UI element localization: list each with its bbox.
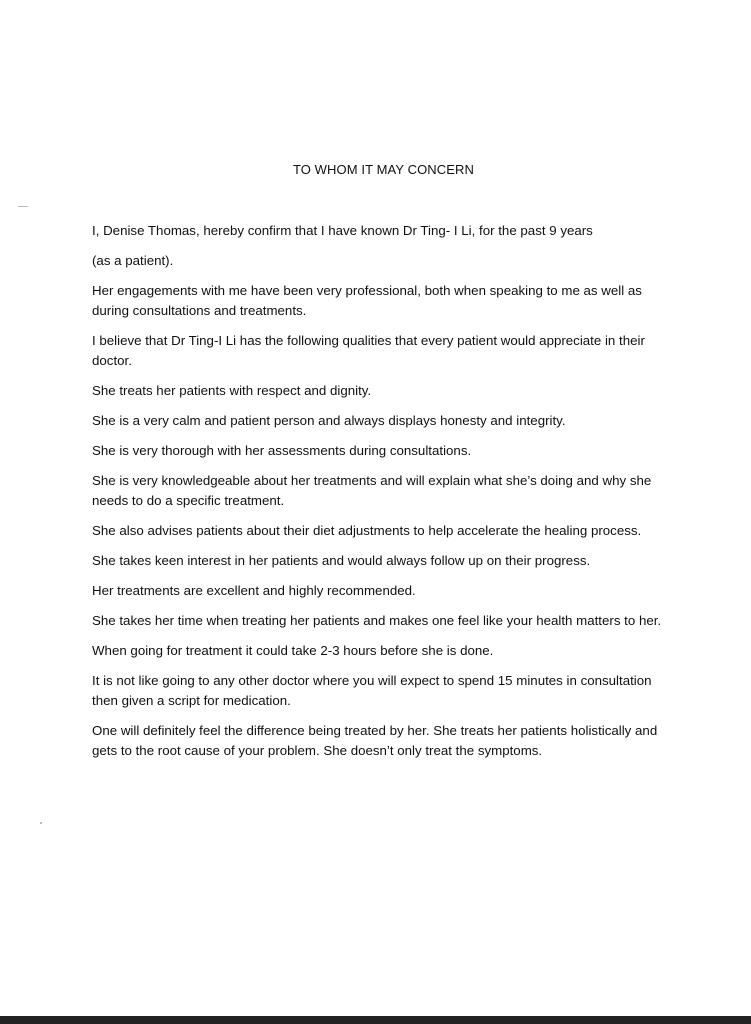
paragraph: (as a patient). bbox=[92, 253, 174, 268]
letter-body bbox=[92, 221, 662, 771]
paragraph: One will definitely feel the difference being treated by her. She treats her patients holistically and gets to the root cause of your problem. She doesn’t only treat the symptoms. bbox=[92, 723, 658, 758]
paragraph: She treats her patients with respect and dignity. bbox=[92, 383, 372, 398]
paragraph: It is not like going to any other doctor where you will expect to spend 15 minutes in consultation then given a script for medication. bbox=[92, 673, 652, 708]
paragraph: When going for treatment it could take 2-3 hours before she is done. bbox=[92, 643, 494, 658]
paragraph: She takes her time when treating her patients and makes one feel like your health matters to her. bbox=[92, 613, 662, 628]
scan-mark bbox=[18, 206, 28, 207]
paragraph: Her engagements with me have been very professional, both when speaking to me as well as during consultations and treatments. bbox=[92, 283, 642, 318]
paragraph: She takes keen interest in her patients and would always follow up on their progress. bbox=[92, 553, 591, 568]
letter-title: TO WHOM IT MAY CONCERN bbox=[292, 162, 475, 177]
paragraph: She is very thorough with her assessments during consultations. bbox=[92, 443, 472, 458]
paragraph: I, Denise Thomas, hereby confirm that I have known Dr Ting- I Li, for the past 9 years bbox=[92, 223, 593, 238]
paragraph: She is very knowledgeable about her treatments and will explain what she’s doing and why she needs to do a specific treatment. bbox=[92, 473, 652, 508]
paragraph: I believe that Dr Ting-I Li has the following qualities that every patient would appreciate in their doctor. bbox=[92, 333, 645, 368]
paragraph: Her treatments are excellent and highly recommended. bbox=[92, 583, 416, 598]
paragraph: She also advises patients about their diet adjustments to help accelerate the healing process. bbox=[92, 523, 642, 538]
scan-mark bbox=[40, 822, 42, 824]
bottom-edge-bar bbox=[0, 1016, 751, 1024]
paragraph: She is a very calm and patient person and always displays honesty and integrity. bbox=[92, 413, 566, 428]
